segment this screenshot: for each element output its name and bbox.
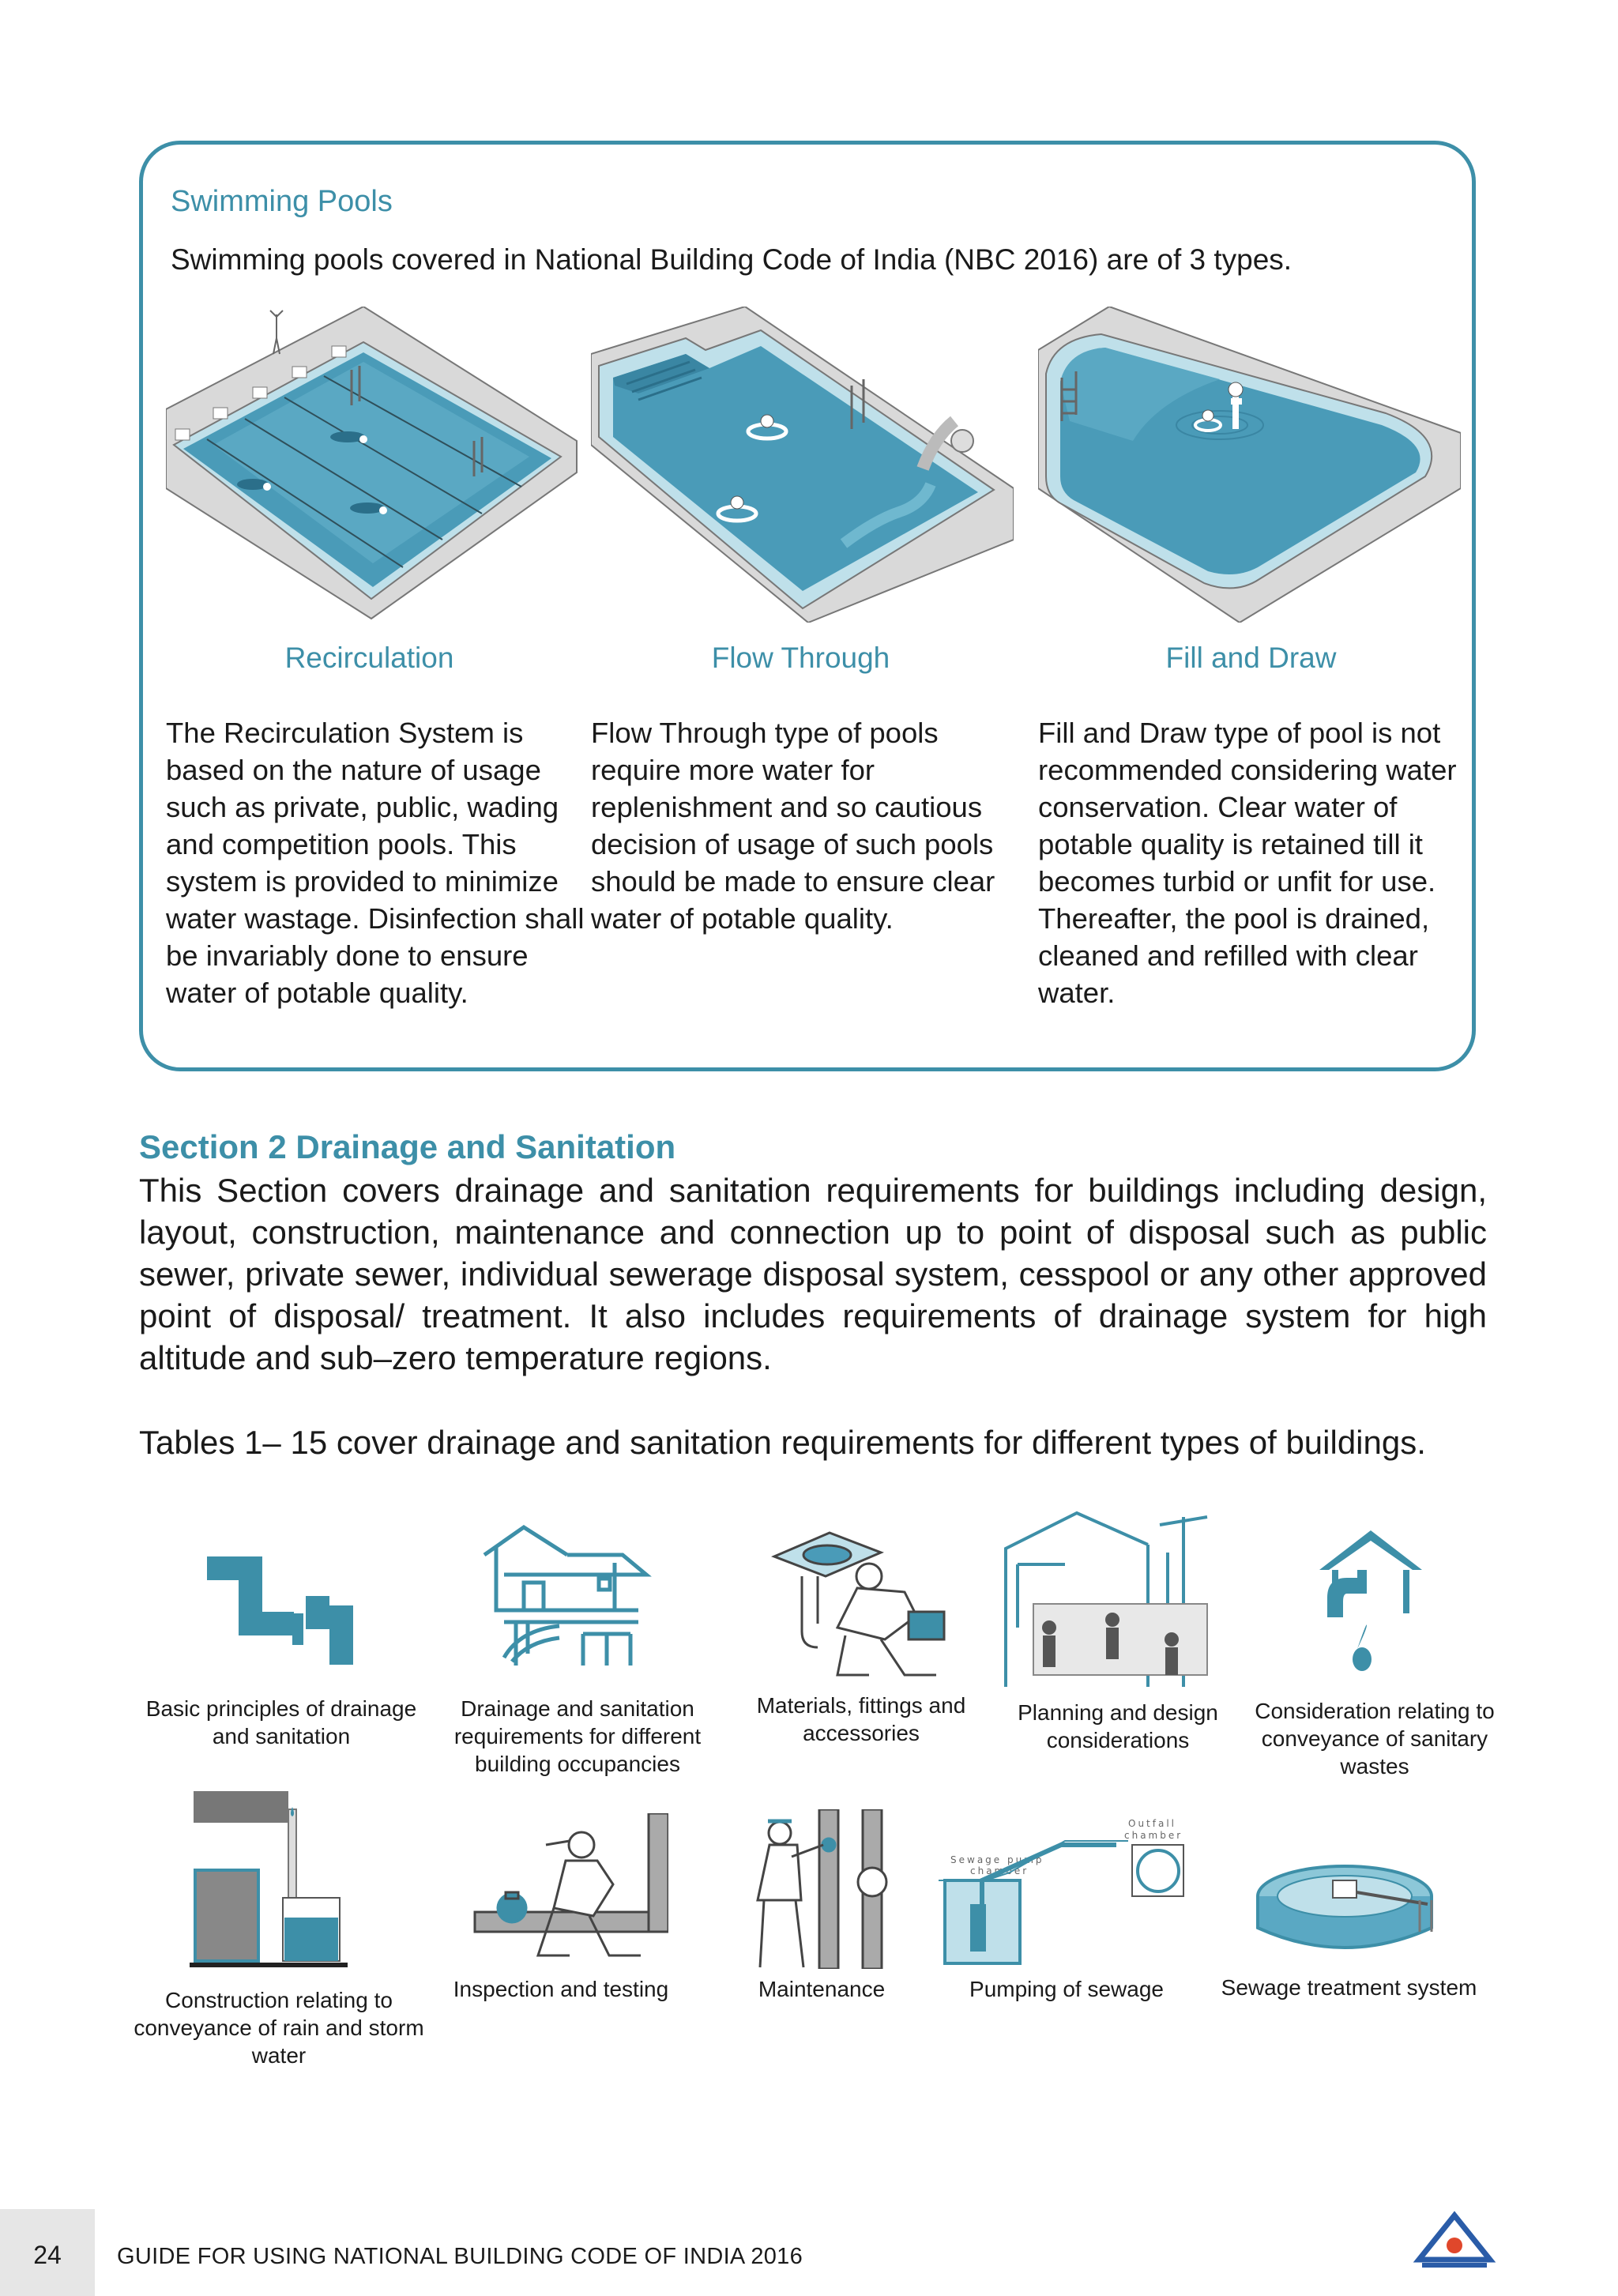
flow-through-pool-illustration [591,307,1014,623]
topic-caption: Drainage and sanitation requirements for different building occupancies [453,1696,702,1776]
treatment-tank-icon [1250,1857,1443,1959]
topic-caption: Basic principles of drainage and sanitation [145,1696,417,1748]
pipes-icon [199,1549,377,1671]
recirculation-label: Recirculation [284,642,454,674]
sewage-pump-chamber-label: Sewage pump [950,1854,1044,1865]
topic-caption: Construction relating to conveyance of rain and storm water [134,1988,424,2068]
section-title: Section 2 Drainage and Sanitation [139,1128,676,1165]
plumber-sink-icon [770,1517,956,1683]
maintenance-worker-icon [752,1809,902,1969]
topic-caption: Planning and design considerations [1018,1700,1218,1752]
topic-caption: Maintenance [758,1977,886,2001]
swimming-pools-intro: Swimming pools covered in National Building Code of India (NBC 2016) are of 3 types. [171,243,1293,276]
house-tap-icon [1311,1526,1430,1677]
flow-through-description: Flow Through type of pools require more water for replenishment and so cautious decision of usage of such pools should be made to ensure clear water of potable quality. [591,717,995,935]
svg-text:chamber: chamber [1124,1830,1183,1841]
fill-and-draw-pool-illustration [1038,307,1461,623]
topic-caption: Sewage treatment system [1221,1975,1477,2000]
topic-caption: Materials, fittings and accessories [756,1693,966,1745]
section-body: This Section covers drainage and sanitation requirements for buildings including design, layout, construction, maintenance and connection up to point of disposal such as public sewer, private sewer, individual sewerage disposal system, cesspool or any other approved point of disposal/ treatment. It also includes requirements of drainage system for high altitude and sub–zero temperature regions. [139,1172,1487,1376]
flow-through-label: Flow Through [711,642,890,674]
svg-text:chamber: chamber [970,1865,1029,1876]
page-number: 24 [33,2241,62,2269]
fill-and-draw-label: Fill and Draw [1165,642,1337,674]
tables-statement: Tables 1– 15 cover drainage and sanitation requirements for different types of buildings. [139,1424,1426,1461]
fill-and-draw-description: Fill and Draw type of pool is not recommended considering water conservation. Clear water of potable quality is retained till it becomes turbid or unfit for use. Thereafter, the pool is drained, cleaned and refilled with clear water. [1038,717,1457,1009]
sewage-pump-icon [939,1817,1187,1967]
recirculation-pool-illustration [166,307,589,623]
bis-logo-icon [1411,2211,1498,2274]
rainwater-downpipe-icon [190,1787,348,1969]
footer-title: GUIDE FOR USING NATIONAL BUILDING CODE OF INDIA 2016 [117,2244,803,2269]
inspector-pipe-icon [471,1813,668,1967]
house-drain-icon [480,1523,658,1673]
recirculation-description: The Recirculation System is based on the nature of usage such as private, public, wading and competition pools. This system is provided to minimize water wastage. Disinfection shall be invariably done to ensure water of potable quality. [166,717,585,1009]
piping-workers-icon [1002,1509,1235,1687]
topic-caption: Pumping of sewage [969,1977,1164,2001]
swimming-pools-title: Swimming Pools [171,185,393,218]
outfall-chamber-label: Outfall [1128,1818,1177,1829]
topic-caption: Consideration relating to conveyance of sanitary wastes [1255,1699,1495,1778]
topic-caption: Inspection and testing [453,1977,669,2001]
